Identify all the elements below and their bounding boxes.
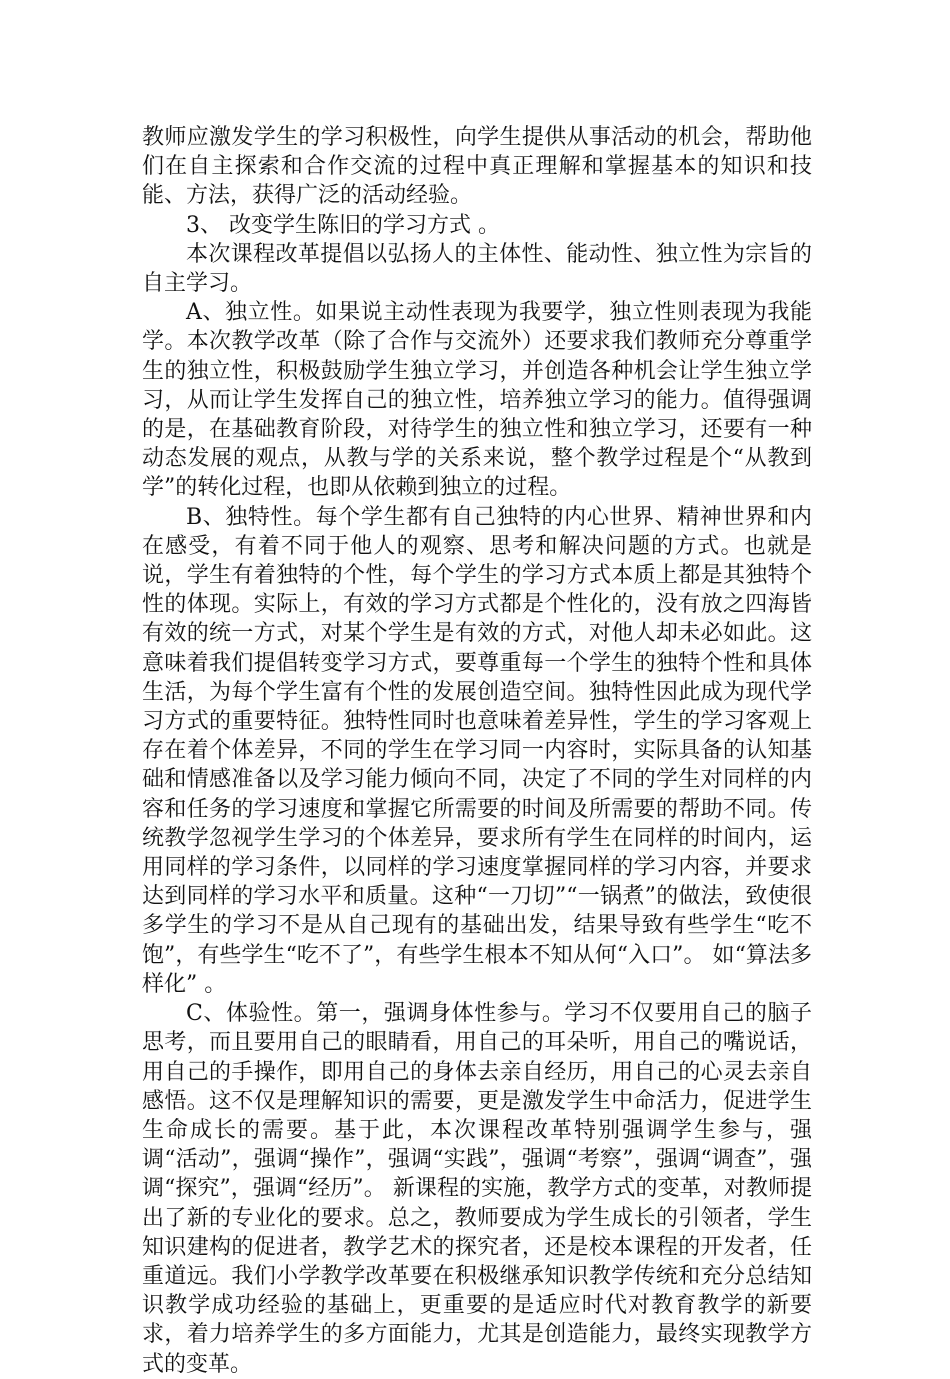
section-heading-learning-style: 3、 改变学生陈旧的学习方式 。	[186, 212, 500, 238]
paragraph-independence: A、独立性。如果说主动性表现为我要学，独立性则表现为我能学。本次教学改革（除了合作与交流外）还要求我们教师充分尊重学生的独立性，积极鼓励学生独立学习，并创造各种机会让学生独立学习，从而让学生发挥自己的独立性，培养独立学习的能力。值得强调的是，在基础教育阶段，对待学生的独立性和独立学习，还要有一种动态发展的观点，从教与学的关系来说，整个教学过程是个“从教到学”的转化过程，也即从依赖到独立的过程。	[142, 300, 812, 501]
paragraph-uniqueness: B、独特性。每个学生都有自己独特的内心世界、精神世界和内在感受，有着不同于他人的观察、思考和解决问题的方式。也就是说，学生有着独特的个性，每个学生的学习方式本质上都是其独特个性的体现。实际上，有效的学习方式都是个性化的，没有放之四海皆有效的统一方式，对某个学生是有效的方式，对他人却未必如此。这意味着我们提倡转变学习方式，要尊重每一个学生的独特个性和具体生活，为每个学生富有个性的发展创造空间。独特性因此成为现代学习方式的重要特征。独特性同时也意味着差异性，学生的学习客观上存在着个体差异，不同的学生在学习同一内容时，实际具备的认知基础和情感准备以及学习能力倾向不同，决定了不同的学生对同样的内容和任务的学习速度和掌握它所需要的时间及所需要的帮助不同。传统教学忽视学生学习的个体差异，要求所有学生在同样的时间内，运用同样的学习条件，以同样的学习速度掌握同样的学习内容，并要求达到同样的学习水平和质量。这种“一刀切”“一锅煮”的做法，致使很多学生的学习不是从自己现有的基础出发，结果导致有些学生“吃不饱”，有些学生“吃不了”，有些学生根本不知从何“入口”。 如“算法多样化” 。	[142, 504, 812, 997]
paragraph-experience: C、体验性。第一，强调身体性参与。学习不仅要用自己的脑子思考，而且要用自己的眼睛看，用自己的耳朵听，用自己的嘴说话，用自己的手操作，即用自己的身体去亲自经历，用自己的心灵去亲自感悟。这不仅是理解知识的需要，更是激发学生中命活力，促进学生生命成长的需要。基于此，本次课程改革特别强调学生参与，强调“活动”，强调“操作”，强调“实践”，强调“考察”，强调“调查”，强调“探究”，强调“经历”。 新课程的实施，教学方式的变革，对教师提出了新的专业化的要求。总之，教师要成为学生成长的引领者，学生知识建构的促进者，教学艺术的探究者，还是校本课程的开发者，任重道远。我们小学教学改革要在积极继承知识教学传统和充分总结知识教学成功经验的基础上，更重要的是适应时代对教育教学的新要求，着力培养学生的多方面能力，尤其是创造能力，最终实现教学方式的变革。	[142, 1001, 812, 1377]
body-text	[142, 123, 812, 1379]
paragraph-intro: 教师应激发学生的学习积极性，向学生提供从事活动的机会，帮助他们在自主探索和合作交流的过程中真正理解和掌握基本的知识和技能、方法，获得广泛的活动经验。	[142, 125, 812, 209]
paragraph-autonomous-learning: 本次课程改革提倡以弘扬人的主体性、能动性、独立性为宗旨的自主学习。	[142, 241, 812, 297]
